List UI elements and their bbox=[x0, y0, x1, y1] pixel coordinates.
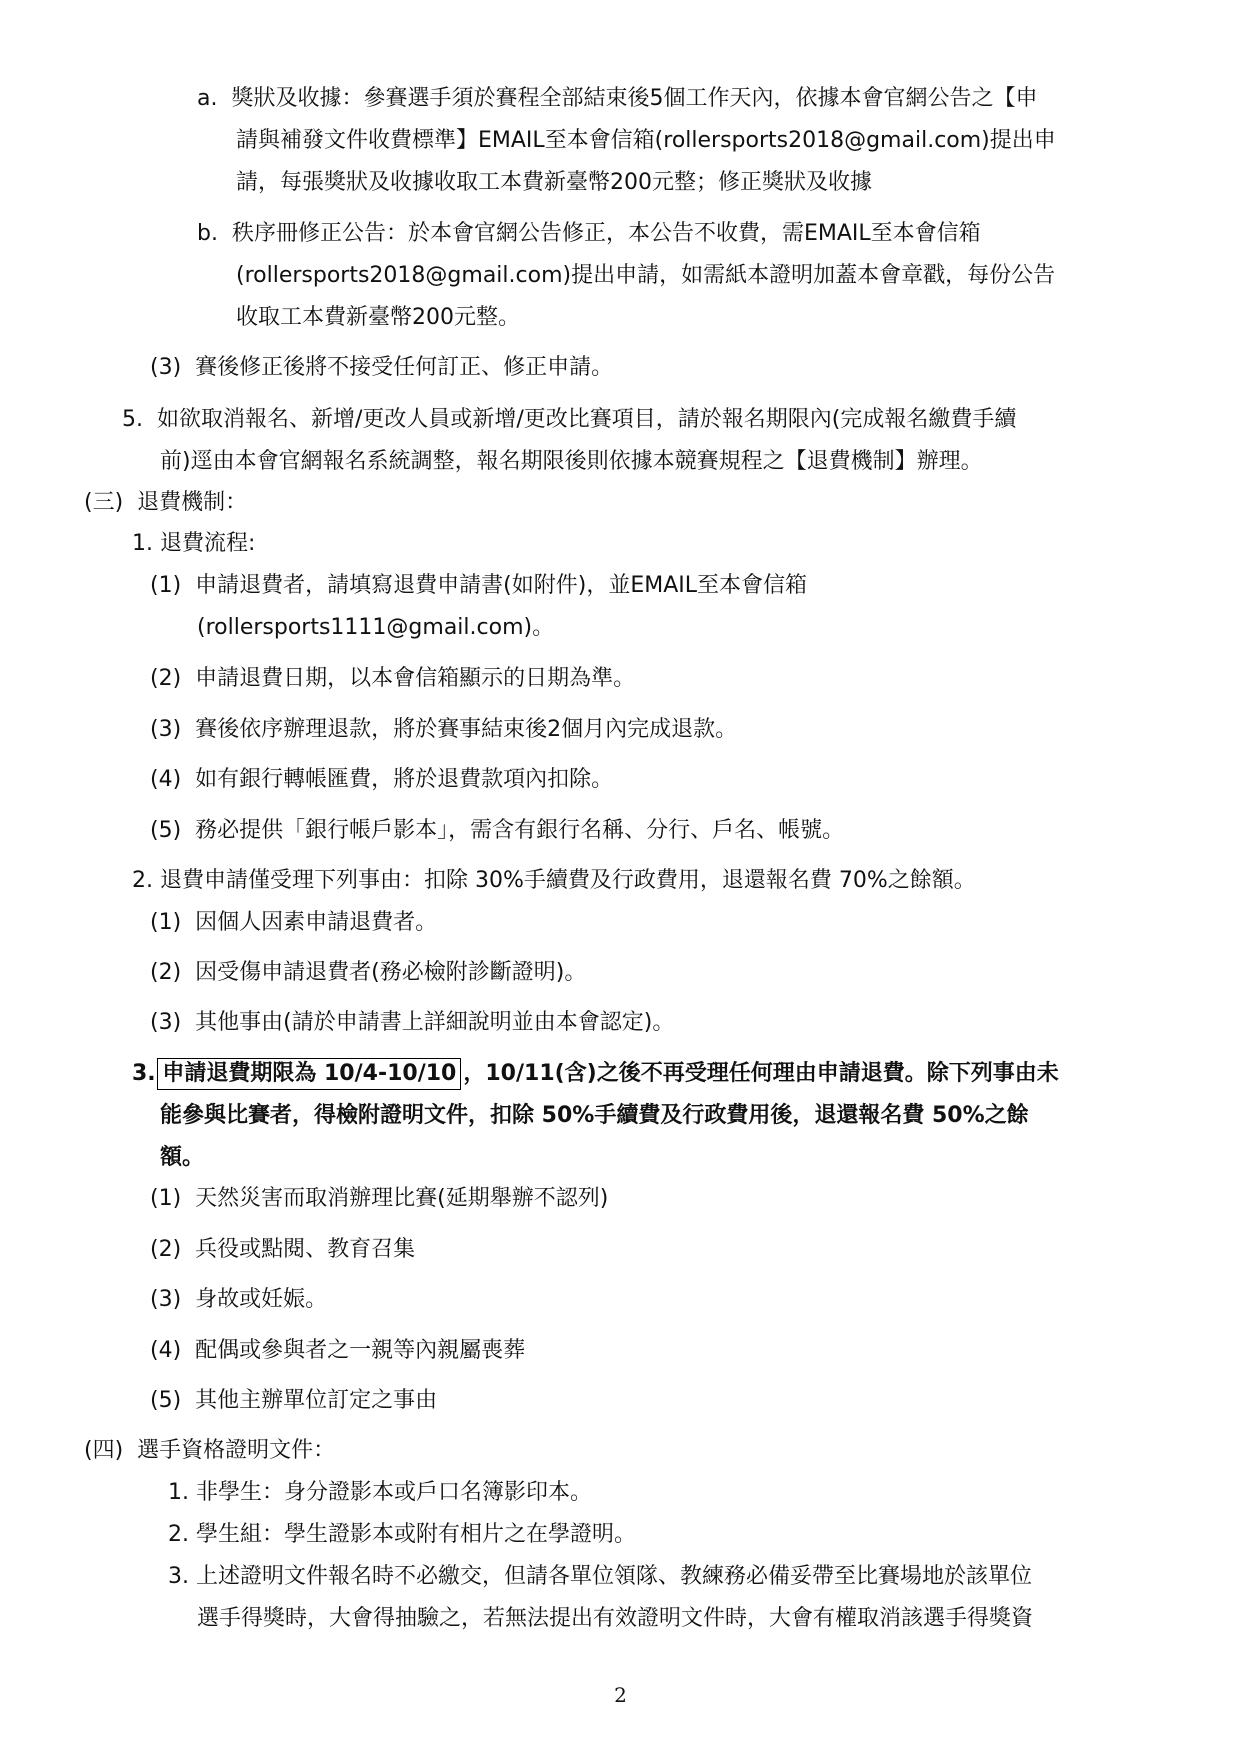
refund-item-1-1-line-2: (rollersports1111@gmail.com)。 bbox=[197, 615, 555, 640]
item-b-line-2: (rollersports2018@gmail.com)提出申請，如需紙本證明加蓋本會章戳，每份公告 bbox=[236, 263, 1056, 288]
item-5-line-1: 5. 如欲取消報名、新增/更改人員或新增/更改比賽項目，請於報名期限內(完成報名繳費手續 bbox=[122, 407, 1017, 432]
refund-deadline-box: 申請退費期限為 10/4-10/10 bbox=[157, 1058, 461, 1090]
refund-item-2-1: (1) 因個人因素申請退費者。 bbox=[150, 910, 438, 935]
item-5-line-2: 前)逕由本會官網報名系統調整，報名期限後則依據本競賽規程之【退費機制】辦理。 bbox=[160, 449, 983, 474]
refund-item-1: 1. 退費流程: bbox=[132, 531, 256, 556]
eligibility-item-3-line-1: 3. 上述證明文件報名時不必繳交，但請各單位領隊、教練務必備妥帶至比賽場地於該單位 bbox=[168, 1564, 1032, 1589]
item-a-line-2: 請與補發文件收費標準】EMAIL至本會信箱(rollersports2018@gmail.com)提出申 bbox=[236, 128, 1056, 153]
refund-item-3-1: (1) 天然災害而取消辦理比賽(延期舉辦不認列) bbox=[150, 1186, 609, 1211]
refund-item-2: 2. 退費申請僅受理下列事由：扣除 30%手續費及行政費用，退還報名費 70%之餘額。 bbox=[132, 868, 976, 893]
section-heading-eligibility: (四) 選手資格證明文件： bbox=[84, 1438, 336, 1463]
refund-item-3-line-3: 額。 bbox=[160, 1145, 205, 1170]
refund-item-2-2: (2) 因受傷申請退費者(務必檢附診斷證明)。 bbox=[150, 960, 587, 985]
refund-item-2-3: (3) 其他事由(請於申請書上詳細說明並由本會認定)。 bbox=[150, 1010, 675, 1035]
refund-item-3-2: (2) 兵役或點閱、教育召集 bbox=[150, 1237, 416, 1262]
refund-item-1-3: (3) 賽後依序辦理退款，將於賽事結束後2個月內完成退款。 bbox=[150, 717, 738, 742]
refund-item-1-1-line-1: (1) 申請退費者，請填寫退費申請書(如附件)，並EMAIL至本會信箱 bbox=[150, 573, 807, 598]
item-a-line-1: a. 獎狀及收據：參賽選手須於賽程全部結束後5個工作天內，依據本會官網公告之【申 bbox=[197, 86, 1038, 111]
sub-item-3: (3) 賽後修正後將不接受任何訂正、修正申請。 bbox=[150, 355, 614, 380]
refund-item-3-4: (4) 配偶或參與者之一親等內親屬喪葬 bbox=[150, 1338, 526, 1363]
refund-item-1-2: (2) 申請退費日期，以本會信箱顯示的日期為準。 bbox=[150, 666, 636, 691]
item-a-line-3: 請，每張獎狀及收據收取工本費新臺幣200元整；修正獎狀及收據 bbox=[236, 170, 872, 195]
refund-item-1-5: (5) 務必提供「銀行帳戶影本」，需含有銀行名稱、分行、戶名、帳號。 bbox=[150, 818, 845, 843]
refund-item-3-5: (5) 其他主辦單位訂定之事由 bbox=[150, 1388, 438, 1413]
item-b-line-3: 收取工本費新臺幣200元整。 bbox=[236, 305, 520, 330]
page-number: 2 bbox=[614, 1683, 627, 1707]
refund-item-3-3: (3) 身故或妊娠。 bbox=[150, 1287, 328, 1312]
refund-item-1-4: (4) 如有銀行轉帳匯費，將於退費款項內扣除。 bbox=[150, 767, 614, 792]
eligibility-item-1: 1. 非學生：身分證影本或戶口名簿影印本。 bbox=[168, 1480, 592, 1505]
refund-item-3-line-1 bbox=[132, 1063, 1059, 1085]
item-b-line-1: b. 秩序冊修正公告：於本會官網公告修正，本公告不收費，需EMAIL至本會信箱 bbox=[197, 221, 981, 246]
refund-item-3-text: ，10/11(含)之後不再受理任何理由申請退費。除下列事由未 bbox=[463, 1061, 1059, 1086]
eligibility-item-2: 2. 學生組：學生證影本或附有相片之在學證明。 bbox=[168, 1522, 636, 1547]
eligibility-item-3-line-2: 選手得獎時，大會得抽驗之，若無法提出有效證明文件時，大會有權取消該選手得獎資 bbox=[197, 1606, 1034, 1631]
refund-item-3-number: 3. bbox=[132, 1061, 156, 1086]
section-heading-refund: (三) 退費機制： bbox=[84, 490, 248, 515]
refund-item-3-line-2: 能參與比賽者，得檢附證明文件，扣除 50%手續費及行政費用後，退還報名費 50%之餘 bbox=[160, 1103, 1029, 1128]
